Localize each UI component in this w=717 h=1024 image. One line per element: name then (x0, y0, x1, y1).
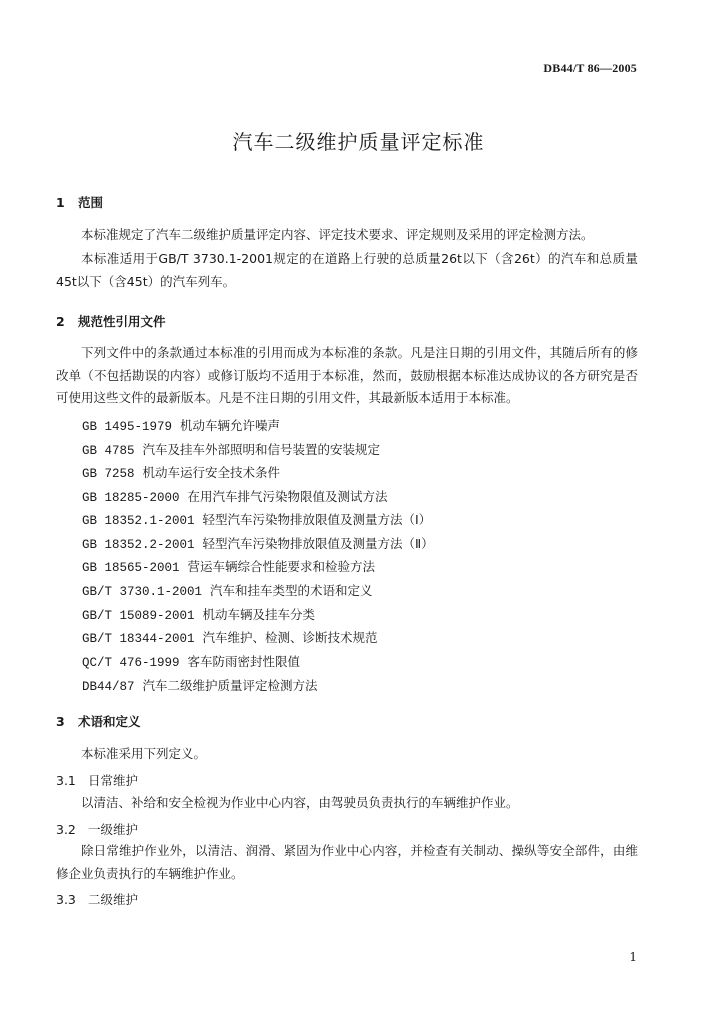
reference-item (82, 463, 280, 481)
reference-code: QC/T 476-1999 (82, 656, 180, 670)
reference-code: GB 18352.2-2001 (82, 538, 195, 552)
subsection-title: 一级维护 (88, 822, 139, 837)
reference-code: DB44/87 (82, 680, 135, 694)
reference-code: GB/T 18344-2001 (82, 632, 195, 646)
reference-item (82, 605, 315, 623)
reference-code: GB/T 3730.1-2001 (82, 585, 203, 599)
section-2-heading (56, 312, 166, 330)
section-number: 1 (56, 195, 65, 210)
reference-title: 机动车辆允许噪声 (179, 418, 280, 433)
reference-item (82, 510, 431, 528)
standard-code: DB44/T 86—2005 (543, 61, 637, 75)
section-1-paragraph-1: 本标准规定了汽车二级维护质量评定内容、评定技术要求、评定规则及采用的评定检测方法。 (81, 227, 594, 242)
page-number: 1 (629, 950, 637, 964)
reference-title: 汽车二级维护质量评定检测方法 (142, 678, 318, 693)
subsection-title: 日常维护 (88, 773, 139, 788)
reference-code: GB/T 15089-2001 (82, 609, 195, 623)
section-2-paragraph: 下列文件中的条款通过本标准的引用而成为本标准的条款。凡是注日期的引用文件，其随后所有的修改单（不包括勘误的内容）或修订版均不适用于本标准，然而，鼓励根据本标准达成协议的各方研究是否可使用这些文件的最新版本。凡是不注日期的引用文件，其最新版本适用于本标准。 (56, 345, 638, 405)
document-title: 汽车二级维护质量评定标准 (232, 130, 485, 154)
section-number: 2 (56, 314, 65, 329)
reference-code: GB 18285-2000 (82, 491, 180, 505)
reference-code: GB 18565-2001 (82, 561, 180, 575)
reference-item (82, 416, 280, 434)
reference-title: 轻型汽车污染物排放限值及测量方法（Ⅰ） (202, 512, 432, 527)
subsection-number: 3.3 (56, 892, 76, 907)
section-3-heading (56, 712, 141, 730)
reference-code: GB 1495-1979 (82, 420, 173, 434)
reference-title: 轻型汽车污染物排放限值及测量方法（Ⅱ） (202, 536, 434, 551)
reference-item (82, 581, 373, 599)
subsection-3-1-text: 以清洁、补给和安全检视为作业中心内容，由驾驶员负责执行的车辆维护作业。 (81, 795, 519, 810)
subsection-3-2-text: 除日常维护作业外，以清洁、润滑、紧固为作业中心内容，并检查有关制动、操纵等安全部件，由维修企业负责执行的车辆维护作业。 (56, 843, 638, 881)
reference-title: 汽车及挂车外部照明和信号装置的安装规定 (142, 442, 380, 457)
reference-title: 在用汽车排气污染物限值及测试方法 (187, 489, 388, 504)
subsection-number: 3.2 (56, 822, 76, 837)
section-3-intro: 本标准采用下列定义。 (81, 746, 207, 761)
subsection-3-2-heading (56, 820, 138, 838)
reference-title: 汽车维护、检测、诊断技术规范 (202, 630, 378, 645)
reference-title: 汽车和挂车类型的术语和定义 (209, 583, 373, 598)
reference-item (82, 628, 378, 646)
reference-item (82, 534, 434, 552)
reference-item (82, 652, 300, 670)
section-1-paragraph-2: 本标准适用于GB/T 3730.1-2001规定的在道路上行驶的总质量26t以下（含26t）的汽车和总质量45t以下（含45t）的汽车列车。 (56, 251, 638, 289)
subsection-3-1-heading (56, 771, 138, 789)
reference-item (82, 487, 388, 505)
reference-item (82, 676, 317, 694)
subsection-3-3-heading (56, 890, 138, 908)
section-title: 范围 (78, 195, 104, 210)
reference-code: GB 7258 (82, 467, 135, 481)
reference-code: GB 18352.1-2001 (82, 514, 195, 528)
subsection-number: 3.1 (56, 773, 76, 788)
reference-title: 机动车辆及挂车分类 (202, 607, 315, 622)
reference-item (82, 440, 380, 458)
reference-title: 机动车运行安全技术条件 (142, 465, 280, 480)
section-title: 规范性引用文件 (78, 314, 166, 329)
section-1-heading (56, 193, 103, 211)
section-title: 术语和定义 (78, 714, 141, 729)
reference-title: 营运车辆综合性能要求和检验方法 (187, 559, 375, 574)
reference-code: GB 4785 (82, 444, 135, 458)
reference-title: 客车防雨密封性限值 (187, 654, 300, 669)
subsection-title: 二级维护 (88, 892, 139, 907)
section-number: 3 (56, 714, 65, 729)
reference-item (82, 557, 375, 575)
